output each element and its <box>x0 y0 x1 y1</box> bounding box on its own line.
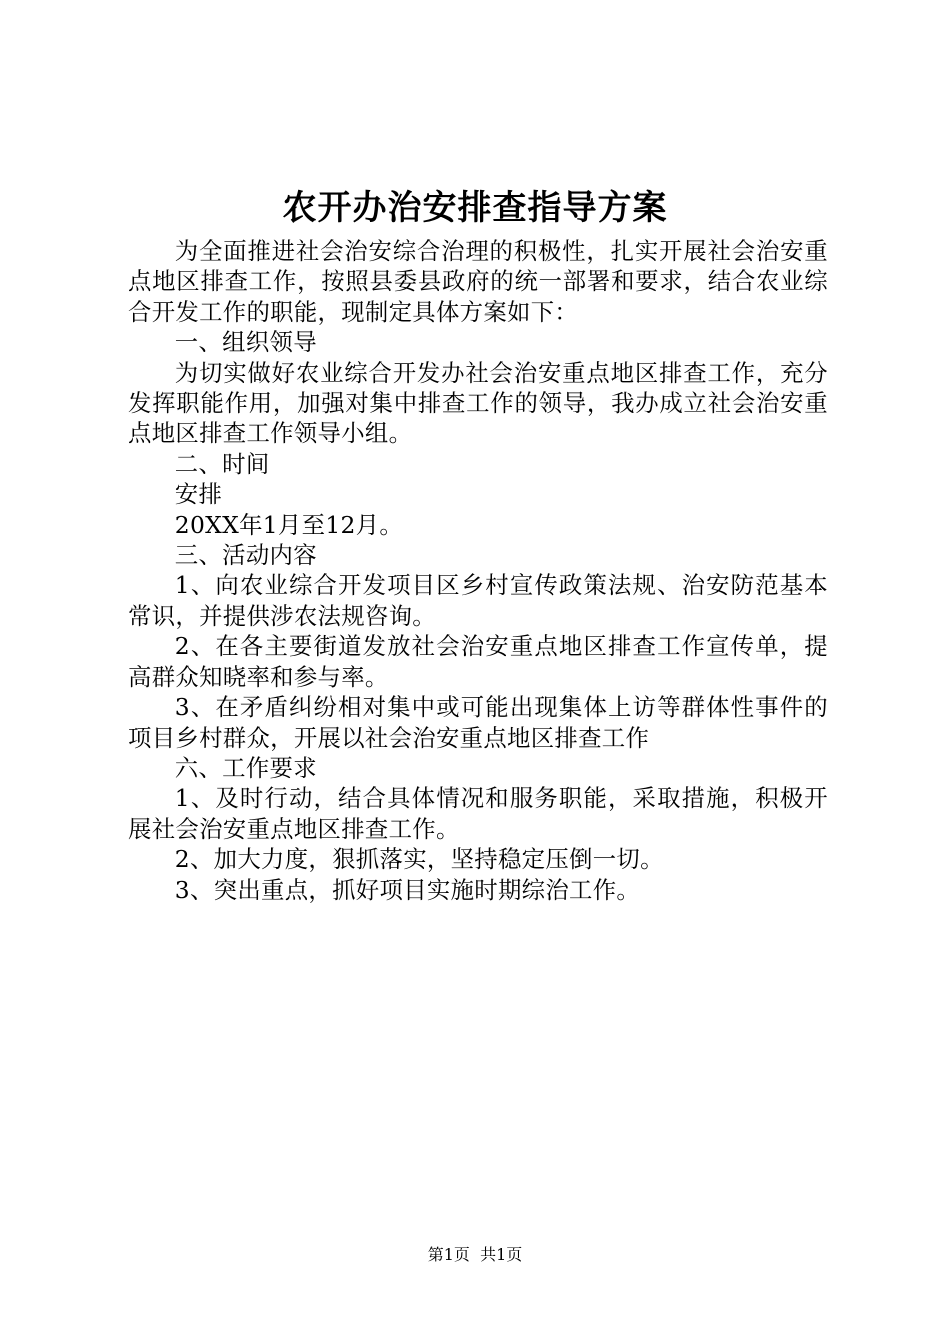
page-footer: 第1页 共1页 <box>427 1245 523 1264</box>
section-heading-time: 二、时间 <box>174 449 270 478</box>
time-arrangement-label: 安排 <box>174 480 223 509</box>
intro-paragraph: 为全面推进社会治安综合治理的积极性，扎实开展社会治安重点地区排查工作，按照县委县政府的统一部署和要求，结合农业综合开发工作的职能，现制定具体方案如下： <box>128 237 828 326</box>
requirement-item-3: 3、突出重点，抓好项目实施时期综治工作。 <box>174 875 641 904</box>
time-range-paragraph: 20XX年1月至12月。 <box>174 510 404 539</box>
document-title: 农开办治安排查指导方案 <box>282 188 668 228</box>
activity-item-2: 2、在各主要街道发放社会治安重点地区排查工作宣传单，提高群众知晓率和参与率。 <box>128 632 828 691</box>
document-body <box>128 236 828 905</box>
activity-item-3: 3、在矛盾纠纷相对集中或可能出现集体上访等群体性事件的项目乡村群众，开展以社会治安重点地区排查工作 <box>128 693 828 752</box>
requirement-item-2: 2、加大力度，狠抓落实，坚持稳定压倒一切。 <box>174 845 664 874</box>
activity-item-1: 1、向农业综合开发项目区乡村宣传政策法规、治安防范基本常识，并提供涉农法规咨询。 <box>128 571 828 630</box>
organization-paragraph: 为切实做好农业综合开发办社会治安重点地区排查工作，充分发挥职能作用，加强对集中排查工作的领导，我办成立社会治安重点地区排查工作领导小组。 <box>128 358 828 448</box>
requirement-item-1: 1、及时行动，结合具体情况和服务职能，采取措施，积极开展社会治安重点地区排查工作。 <box>128 784 828 843</box>
section-heading-requirements: 六、工作要求 <box>174 753 317 782</box>
section-heading-activities: 三、活动内容 <box>174 541 317 570</box>
section-heading-organization: 一、组织领导 <box>174 328 317 357</box>
